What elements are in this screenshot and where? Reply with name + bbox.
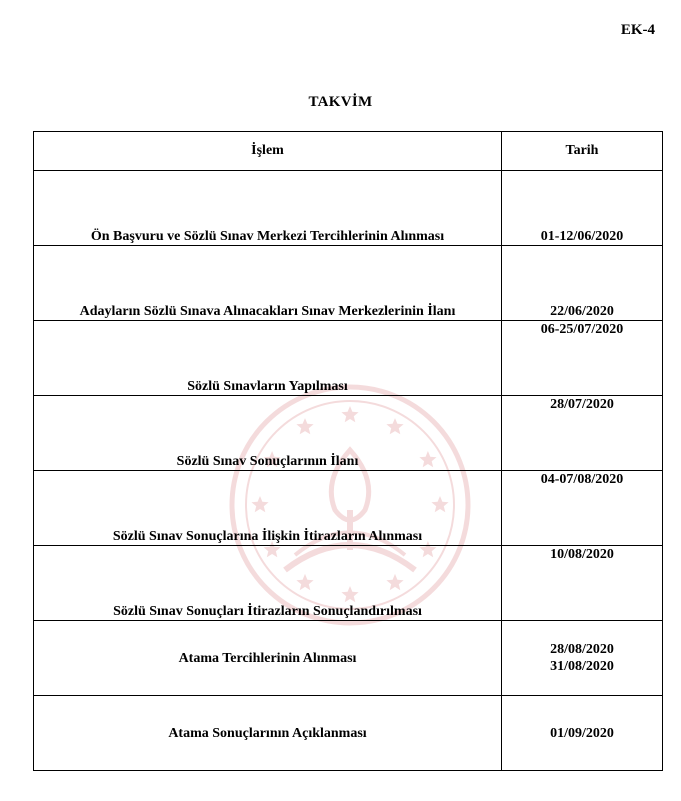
process-cell: Sözlü Sınavların Yapılması xyxy=(34,321,502,396)
date-value: 01/09/2020 xyxy=(550,725,614,741)
process-cell: Sözlü Sınav Sonuçlarına İlişkin İtirazların Alınması xyxy=(34,471,502,546)
date-value: 10/08/2020 xyxy=(550,547,614,562)
date-cell xyxy=(502,471,663,546)
table-row xyxy=(34,321,663,396)
table-row xyxy=(34,246,663,321)
process-cell: Atama Tercihlerinin Alınması xyxy=(34,621,502,696)
date-cell xyxy=(502,171,663,246)
date-cell xyxy=(502,546,663,621)
date-value: 22/06/2020 xyxy=(550,304,614,319)
process-cell: Sözlü Sınav Sonuçları İtirazların Sonuçlandırılması xyxy=(34,546,502,621)
date-value: 01-12/06/2020 xyxy=(540,229,624,244)
date-value: 28/08/2020 xyxy=(550,642,614,657)
table-row xyxy=(34,696,663,771)
column-header-date: Tarih xyxy=(502,132,663,171)
table-row xyxy=(34,621,663,696)
date-value: 28/07/2020 xyxy=(550,397,614,412)
page-code: EK-4 xyxy=(620,22,655,38)
date-cell xyxy=(502,396,663,471)
date-value: 31/08/2020 xyxy=(550,659,614,674)
table-row xyxy=(34,471,663,546)
table-row xyxy=(34,396,663,471)
calendar-table xyxy=(33,131,663,771)
column-header-process: İşlem xyxy=(34,132,502,171)
table-row xyxy=(34,171,663,246)
process-cell: Sözlü Sınav Sonuçlarının İlanı xyxy=(34,396,502,471)
date-value: 06-25/07/2020 xyxy=(540,322,624,337)
process-cell: Adayların Sözlü Sınava Alınacakları Sınav Merkezlerinin İlanı xyxy=(34,246,502,321)
table-row xyxy=(34,546,663,621)
table-header-row xyxy=(34,132,663,171)
date-value: 04-07/08/2020 xyxy=(540,472,624,487)
date-cell xyxy=(502,621,663,696)
process-cell: Atama Sonuçlarının Açıklanması xyxy=(34,696,502,771)
date-cell xyxy=(502,696,663,771)
date-cell xyxy=(502,321,663,396)
date-cell xyxy=(502,246,663,321)
document-title: TAKVİM xyxy=(308,94,373,110)
process-cell: Ön Başvuru ve Sözlü Sınav Merkezi Tercihlerinin Alınması xyxy=(34,171,502,246)
